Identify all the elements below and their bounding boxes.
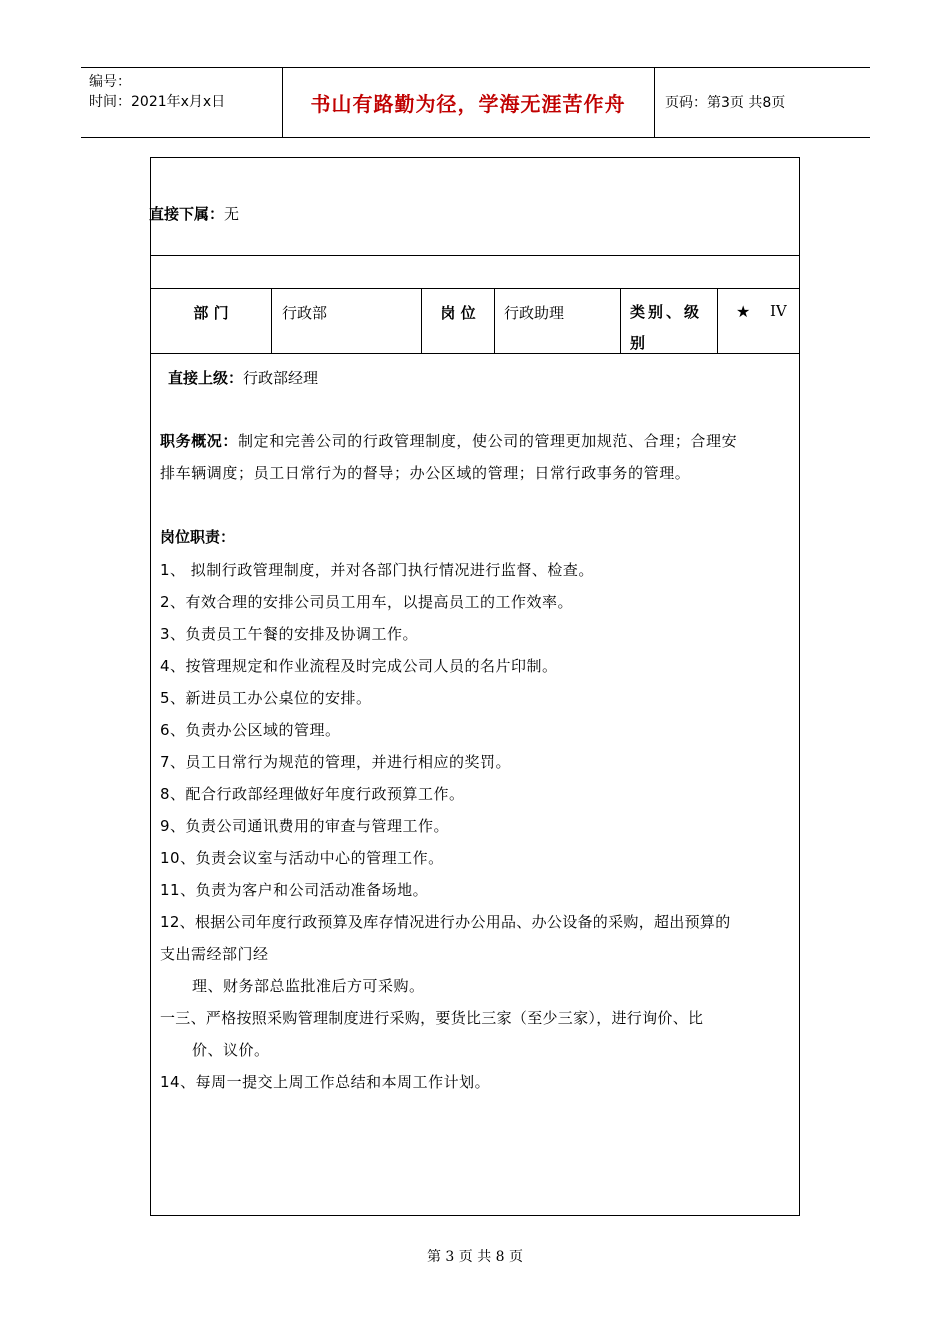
superior-value: 行政部经理 <box>243 369 319 387</box>
subordinate-label: 直接下属： <box>149 205 225 223</box>
duty-item: 10、负责会议室与活动中心的管理工作。 <box>160 849 444 867</box>
cell-divider <box>620 288 621 353</box>
header-meta <box>89 72 225 112</box>
duty-item: 11、负责为客户和公司活动准备场地。 <box>160 881 429 899</box>
level-value: IV <box>770 302 787 320</box>
duties-title: 岗位职责： <box>160 528 236 546</box>
page-footer: 第 3 页 共 8 页 <box>426 1249 524 1265</box>
duty-item: 5、新进员工办公桌位的安排。 <box>160 689 372 707</box>
header-divider <box>654 68 655 137</box>
subordinate-value: 无 <box>224 205 240 223</box>
category-label-line1: 类别、级 <box>630 303 703 321</box>
header-page-number: 页码：第3页 共8页 <box>665 95 786 111</box>
duty-item: 1、 拟制行政管理制度，并对各部门执行情况进行监督、检查。 <box>160 561 594 579</box>
superior-row <box>168 368 318 388</box>
subordinate-row <box>149 204 239 224</box>
summary-text-1: 制定和完善公司的行政管理制度，使公司的管理更加规范、合理；合理安 <box>238 432 738 450</box>
category-label <box>630 288 716 367</box>
duty-item: 8、配合行政部经理做好年度行政预算工作。 <box>160 785 465 803</box>
cell-divider <box>494 288 495 353</box>
duty-item: 9、负责公司通讯费用的审查与管理工作。 <box>160 817 450 835</box>
category-label-line2: 别 <box>630 334 646 352</box>
post-label: 岗 位 <box>440 304 476 322</box>
duty-item: 一三、严格按照采购管理制度进行采购，要货比三家（至少三家），进行询价、比 <box>160 1009 704 1027</box>
summary-line-1 <box>160 431 737 451</box>
post-value: 行政助理 <box>504 304 565 322</box>
duty-item: 4、按管理规定和作业流程及时完成公司人员的名片印制。 <box>160 657 558 675</box>
table-rule <box>150 255 800 256</box>
document-number-label: 编号： <box>89 74 131 90</box>
duty-item: 3、负责员工午餐的安排及协调工作。 <box>160 625 419 643</box>
header-motto: 书山有路勤为径，学海无涯苦作舟 <box>310 92 626 116</box>
cell-divider <box>717 288 718 353</box>
duty-item: 6、负责办公区域的管理。 <box>160 721 341 739</box>
cell-divider <box>271 288 272 353</box>
duty-item-continued: 价、议价。 <box>192 1041 270 1059</box>
summary-label: 职务概况： <box>160 432 239 450</box>
page-header <box>81 67 870 138</box>
duty-item: 2、有效合理的安排公司员工用车，以提高员工的工作效率。 <box>160 593 574 611</box>
dept-label: 部 门 <box>193 304 229 322</box>
duty-item: 14、每周一提交上周工作总结和本周工作计划。 <box>160 1073 491 1091</box>
duty-item-continued: 支出需经部门经 <box>160 945 269 963</box>
summary-line-2: 排车辆调度；员工日常行为的督导；办公区域的管理；日常行政事务的管理。 <box>160 464 691 482</box>
duty-item-continued: 理、财务部总监批准后方可采购。 <box>192 977 425 995</box>
superior-label: 直接上级： <box>168 369 244 387</box>
dept-value: 行政部 <box>282 304 328 322</box>
star-icon: ★ <box>736 302 751 321</box>
duty-item: 7、员工日常行为规范的管理，并进行相应的奖罚。 <box>160 753 512 771</box>
duty-item: 12、根据公司年度行政预算及库存情况进行办公用品、办公设备的采购，超出预算的 <box>160 913 731 931</box>
document-time: 时间：2021年x月x日 <box>89 94 226 110</box>
